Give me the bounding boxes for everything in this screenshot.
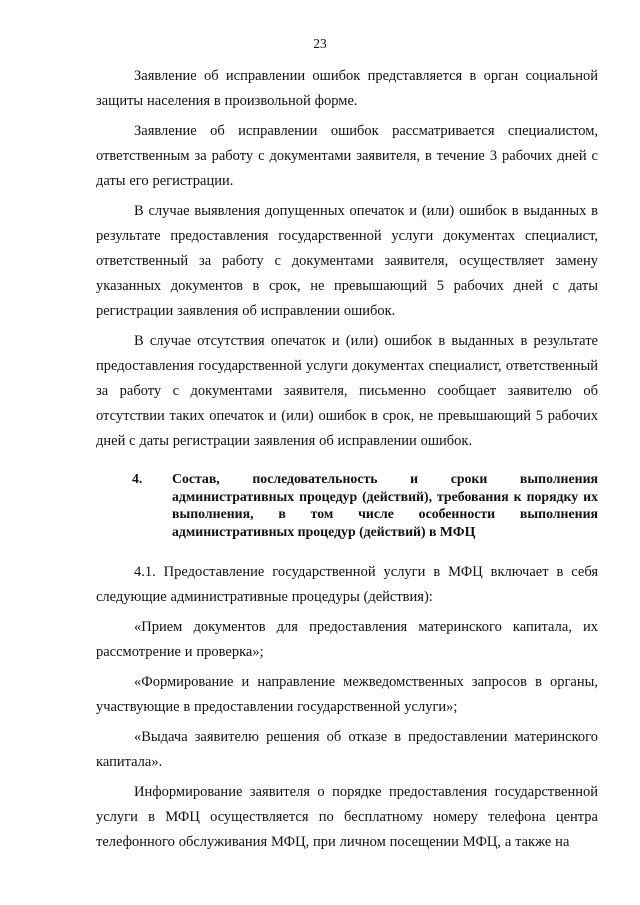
paragraph: Заявление об исправлении ошибок рассматривается специалистом, ответственным за работу с документами заявителя, в течение 3 рабочих дней с даты его регистрации. [96, 123, 598, 189]
paragraph: В случае выявления допущенных опечаток и (или) ошибок в выданных в результате предоставления государственной услуги документах специалист, ответственный за работу с документами заявителя, осуществляет замену указанных документов в срок, не превышающий 5 рабочих дней с даты регистрации заявления об исправлении ошибок. [96, 203, 598, 319]
paragraph: «Прием документов для предоставления материнского капитала, их рассмотрение и проверка»; [96, 619, 598, 660]
paragraph: Информирование заявителя о порядке предоставления государственной услуги в МФЦ осуществляется по бесплатному номеру телефона центра телефонного обслуживания МФЦ, при личном посещении МФЦ, а также на [96, 784, 598, 850]
document-body [96, 64, 598, 860]
section-title: Состав, последовательность и сроки выполнения административных процедур (действий), требования к порядку их выполнения, в том числе особенности выполнения административных процедур (действий) в МФЦ [172, 471, 598, 539]
section-heading [96, 470, 598, 540]
section-number: 4. [132, 471, 143, 486]
paragraph: «Выдача заявителю решения об отказе в предоставлении материнского капитала». [96, 729, 598, 770]
page-number: 23 [313, 36, 327, 51]
paragraph: Заявление об исправлении ошибок представляется в орган социальной защиты населения в произвольной форме. [96, 68, 598, 109]
paragraph: «Формирование и направление межведомственных запросов в органы, участвующие в предоставлении государственной услуги»; [96, 674, 598, 715]
paragraph: 4.1. Предоставление государственной услуги в МФЦ включает в себя следующие административные процедуры (действия): [96, 564, 598, 605]
paragraph: В случае отсутствия опечаток и (или) ошибок в выданных в результате предоставления государственной услуги документах специалист, ответственный за работу с документами заявителя, письменно сообщает заявителю об отсутствии таких опечаток и (или) ошибок в срок, не превышающий 5 рабочих дней с даты регистрации заявления об исправлении ошибок. [96, 333, 598, 449]
